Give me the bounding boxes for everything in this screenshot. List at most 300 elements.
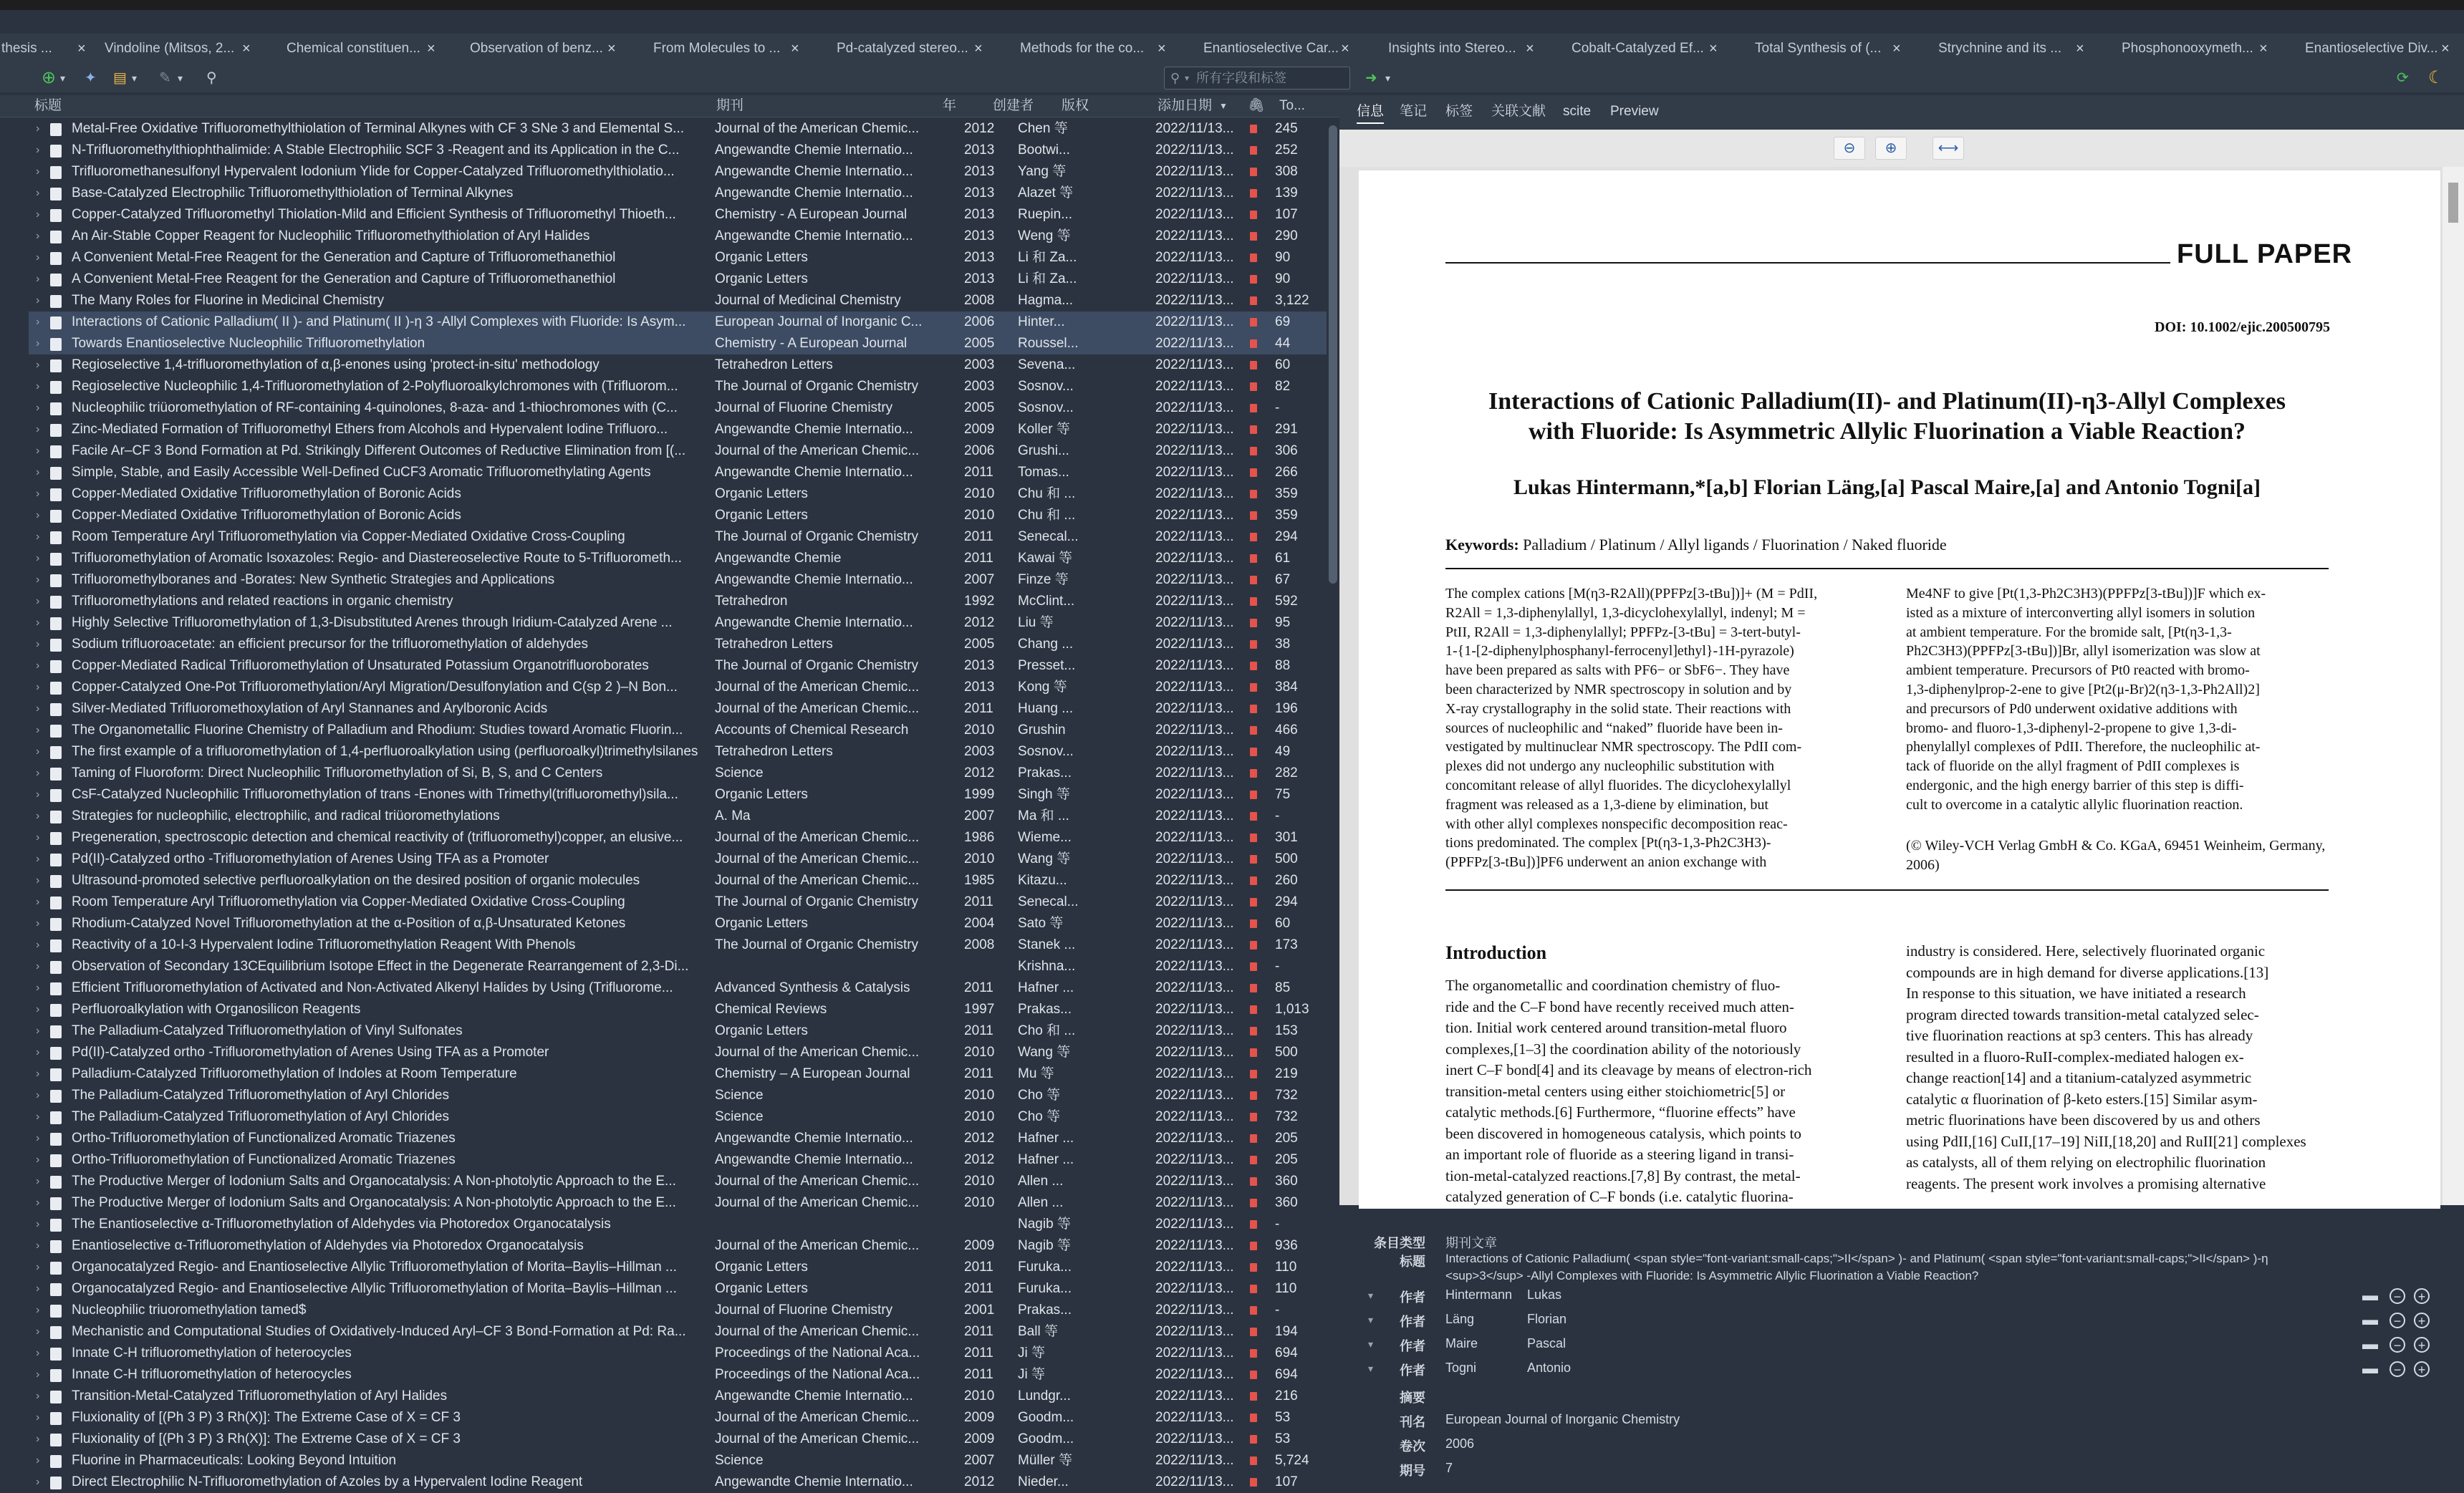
table-row[interactable] <box>29 1042 1327 1063</box>
text-line: PtII, R2All = 1,3-diphenylallyl; PPFPz-[3-tBu] = 3-tert-butyl- <box>1445 624 1801 640</box>
fit-width-icon[interactable]: ⟷ <box>1933 137 1964 160</box>
zoom-out-icon[interactable]: ⊖ <box>1834 137 1865 160</box>
expand-row-icon[interactable]: › <box>36 659 40 672</box>
expand-row-icon[interactable]: › <box>36 1325 40 1338</box>
pdf-attachment-icon[interactable] <box>1250 1414 1257 1422</box>
expand-row-icon[interactable]: › <box>36 294 40 306</box>
pdf-attachment-icon[interactable] <box>1250 855 1257 864</box>
expand-row-icon[interactable]: › <box>36 1390 40 1402</box>
pdf-attachment-icon[interactable] <box>1250 1328 1257 1336</box>
creator-expand-icon[interactable]: ▾ <box>1368 1290 1374 1301</box>
item-date-added: 2022/11/13... <box>1155 937 1234 952</box>
expand-row-icon[interactable]: › <box>36 1368 40 1381</box>
new-note-dropdown-icon[interactable]: ▾ <box>132 72 138 84</box>
table-row[interactable] <box>29 1257 1327 1278</box>
expand-row-icon[interactable]: › <box>36 423 40 435</box>
remove-creator-icon[interactable]: − <box>2390 1313 2405 1328</box>
table-row[interactable] <box>29 311 1327 333</box>
item-year: 1999 <box>964 787 995 802</box>
tab-item[interactable]: Strychnine and its ... <box>1938 41 2062 56</box>
tab-scite[interactable]: scite <box>1563 104 1592 119</box>
table-row[interactable] <box>29 376 1327 397</box>
creator-swap-icon[interactable]: ▬ <box>2362 1335 2378 1353</box>
expand-row-icon[interactable]: › <box>36 1046 40 1058</box>
close-tab-icon[interactable]: × <box>427 41 435 57</box>
pdf-attachment-icon[interactable] <box>1250 597 1257 606</box>
pdf-attachment-icon[interactable] <box>1250 1113 1257 1121</box>
table-row[interactable] <box>29 204 1327 226</box>
add-creator-icon[interactable]: + <box>2414 1288 2430 1304</box>
pdf-attachment-icon[interactable] <box>1250 318 1257 327</box>
expand-row-icon[interactable]: › <box>36 853 40 865</box>
expand-row-icon[interactable]: › <box>36 1154 40 1166</box>
pdf-attachment-icon[interactable] <box>1250 1242 1257 1250</box>
pdf-attachment-icon[interactable] <box>1250 211 1257 219</box>
add-creator-icon[interactable]: + <box>2414 1337 2430 1353</box>
expand-row-icon[interactable]: › <box>36 638 40 650</box>
expand-row-icon[interactable]: › <box>36 681 40 693</box>
table-row[interactable] <box>29 1192 1327 1214</box>
pdf-attachment-icon[interactable] <box>1250 339 1257 348</box>
pdf-attachment-icon[interactable] <box>1250 984 1257 992</box>
table-row[interactable] <box>29 977 1327 999</box>
new-item-dropdown-icon[interactable]: ▾ <box>60 72 66 84</box>
pdf-attachment-icon[interactable] <box>1250 1371 1257 1379</box>
pdf-attachment-icon[interactable] <box>1250 748 1257 756</box>
pdf-attachment-icon[interactable] <box>1250 146 1257 155</box>
table-row[interactable] <box>29 1321 1327 1343</box>
table-row[interactable] <box>29 440 1327 462</box>
pdf-attachment-icon[interactable] <box>1250 1199 1257 1207</box>
table-row[interactable] <box>29 1450 1327 1472</box>
item-creator: Cho 和 ... <box>1018 1023 1076 1038</box>
table-row[interactable] <box>29 913 1327 934</box>
creator-last-name[interactable]: Togni <box>1445 1361 1477 1375</box>
tab-tags[interactable]: 标签 <box>1445 104 1473 119</box>
pdf-attachment-icon[interactable] <box>1250 511 1257 520</box>
expand-row-icon[interactable]: › <box>36 1089 40 1101</box>
pdf-attachment-icon[interactable] <box>1250 619 1257 627</box>
expand-row-icon[interactable]: › <box>36 316 40 328</box>
table-row[interactable] <box>29 1343 1327 1364</box>
close-tab-icon[interactable]: × <box>974 41 983 57</box>
pdf-attachment-icon[interactable] <box>1250 683 1257 692</box>
search-input[interactable] <box>1164 67 1350 90</box>
expand-row-icon[interactable]: › <box>36 702 40 715</box>
expand-row-icon[interactable]: › <box>36 359 40 371</box>
volume-value[interactable]: 2006 <box>1445 1436 1475 1451</box>
pdf-attachment-icon[interactable] <box>1250 253 1257 262</box>
tab-item[interactable]: Total Synthesis of (... <box>1755 41 1882 56</box>
close-tab-icon[interactable]: × <box>1892 41 1901 57</box>
column-header-publication[interactable]: 期刊 <box>716 98 744 113</box>
table-row[interactable] <box>29 956 1327 977</box>
expand-row-icon[interactable]: › <box>36 1282 40 1295</box>
expand-row-icon[interactable]: › <box>36 380 40 392</box>
table-row[interactable] <box>29 226 1327 247</box>
expand-row-icon[interactable]: › <box>36 144 40 156</box>
tab-preview[interactable]: Preview <box>1610 104 1659 119</box>
expand-row-icon[interactable]: › <box>36 939 40 951</box>
pdf-attachment-icon[interactable] <box>1250 705 1257 713</box>
table-row[interactable] <box>29 1020 1327 1042</box>
table-row[interactable] <box>29 140 1327 161</box>
tab-item[interactable]: Enantioselective Div... <box>2305 41 2438 56</box>
add-by-identifier-icon[interactable]: ✦ <box>85 70 97 86</box>
table-row[interactable] <box>29 892 1327 913</box>
table-row[interactable] <box>29 870 1327 892</box>
table-row[interactable] <box>29 247 1327 269</box>
expand-row-icon[interactable]: › <box>36 874 40 886</box>
expand-row-icon[interactable]: › <box>36 574 40 586</box>
pdf-attachment-icon[interactable] <box>1250 834 1257 842</box>
title-value-continued[interactable]: <sup>3</sup> -Allyl Complexes with Fluoride: Is Asymmetric Allylic Fluorination a Viable Reaction? <box>1445 1269 1979 1282</box>
table-row[interactable] <box>29 612 1327 634</box>
new-note-icon[interactable]: ▤ <box>113 70 127 86</box>
column-header-year[interactable]: 年 <box>943 98 957 113</box>
search-icon[interactable]: ⚲ <box>206 70 217 86</box>
pdf-attachment-icon[interactable] <box>1250 533 1257 541</box>
expand-row-icon[interactable]: › <box>36 831 40 844</box>
sort-descending-icon[interactable]: ▼ <box>1219 101 1228 111</box>
expand-row-icon[interactable]: › <box>36 617 40 629</box>
expand-row-icon[interactable]: › <box>36 896 40 908</box>
expand-row-icon[interactable]: › <box>36 122 40 135</box>
expand-row-icon[interactable]: › <box>36 1433 40 1445</box>
items-list <box>29 118 1327 1489</box>
pdf-attachment-icon[interactable] <box>1250 941 1257 950</box>
remove-creator-icon[interactable]: − <box>2390 1361 2405 1377</box>
close-tab-icon[interactable]: × <box>791 41 799 57</box>
item-year: 2013 <box>964 164 995 179</box>
pdf-attachment-icon[interactable] <box>1250 640 1257 649</box>
table-row[interactable] <box>29 1128 1327 1149</box>
pdf-attachment-icon[interactable] <box>1250 1091 1257 1100</box>
pdf-attachment-icon[interactable] <box>1250 125 1257 133</box>
expand-row-icon[interactable]: › <box>36 531 40 543</box>
item-year <box>964 1214 1000 1235</box>
table-row[interactable] <box>29 1063 1327 1085</box>
expand-row-icon[interactable]: › <box>36 509 40 521</box>
creator-expand-icon[interactable]: ▾ <box>1368 1338 1374 1350</box>
expand-row-icon[interactable]: › <box>36 917 40 929</box>
pdf-attachment-icon[interactable] <box>1250 1306 1257 1315</box>
table-row[interactable] <box>29 806 1327 827</box>
pdf-attachment-icon[interactable] <box>1250 1220 1257 1229</box>
table-row[interactable] <box>29 483 1327 505</box>
pdf-attachment-icon[interactable] <box>1250 662 1257 670</box>
column-header-edition[interactable]: 版权 <box>1062 98 1089 113</box>
expand-row-icon[interactable]: › <box>36 1304 40 1316</box>
expand-row-icon[interactable]: › <box>36 982 40 994</box>
expand-row-icon[interactable]: › <box>36 1347 40 1359</box>
table-row[interactable] <box>29 290 1327 311</box>
expand-row-icon[interactable]: › <box>36 1454 40 1467</box>
pdf-attachment-icon[interactable] <box>1250 812 1257 821</box>
text-line: with other allyl complexes nonspecific decomposition reac- <box>1445 816 1788 832</box>
table-row[interactable] <box>29 741 1327 763</box>
item-citations: 308 <box>1275 164 1298 179</box>
table-row[interactable] <box>29 591 1327 612</box>
pdf-attachment-icon[interactable] <box>1250 1177 1257 1186</box>
expand-row-icon[interactable]: › <box>36 1476 40 1488</box>
creator-last-name[interactable]: Läng <box>1445 1312 1475 1326</box>
table-row[interactable] <box>29 784 1327 806</box>
expand-row-icon[interactable]: › <box>36 230 40 242</box>
tab-item[interactable]: thesis ... <box>1 41 52 56</box>
creator-first-name[interactable]: Florian <box>1527 1312 1567 1326</box>
tab-related[interactable]: 关联文献 <box>1491 104 1546 119</box>
item-type-icon <box>50 1219 62 1232</box>
expand-row-icon[interactable]: › <box>36 767 40 779</box>
table-row[interactable] <box>29 1106 1327 1128</box>
forward-dropdown-icon[interactable]: ▾ <box>1385 72 1391 84</box>
journal-value[interactable]: European Journal of Inorganic Chemistry <box>1445 1412 1680 1426</box>
table-row[interactable] <box>29 1429 1327 1450</box>
title-value[interactable]: Interactions of Cationic Palladium( <span style="font-variant:small-caps;">II</span> )- and Platinum( <span style="font-variant:small-caps;">II</span> )-η <box>1445 1252 2268 1265</box>
expand-row-icon[interactable]: › <box>36 552 40 564</box>
creator-swap-icon[interactable]: ▬ <box>2362 1286 2378 1304</box>
tab-item[interactable]: Methods for the co... <box>1020 41 1145 56</box>
tab-item[interactable]: Pd-catalyzed stereo... <box>837 41 968 56</box>
pdf-scrollbar-thumb[interactable] <box>2448 183 2458 223</box>
table-row[interactable] <box>29 763 1327 784</box>
tab-item[interactable]: Phosphonooxymeth... <box>2122 41 2253 56</box>
pdf-attachment-icon[interactable] <box>1250 576 1257 584</box>
pdf-attachment-icon[interactable] <box>1250 1285 1257 1293</box>
expand-row-icon[interactable]: › <box>36 810 40 822</box>
expand-row-icon[interactable]: › <box>36 187 40 199</box>
table-row[interactable] <box>29 333 1327 354</box>
expand-row-icon[interactable]: › <box>36 208 40 221</box>
pdf-scrollbar[interactable] <box>2443 167 2464 1205</box>
table-row[interactable] <box>29 526 1327 548</box>
expand-row-icon[interactable]: › <box>36 724 40 736</box>
pdf-attachment-icon[interactable] <box>1250 361 1257 369</box>
table-row[interactable] <box>29 1386 1327 1407</box>
table-row[interactable] <box>29 1214 1327 1235</box>
expand-row-icon[interactable]: › <box>36 1132 40 1144</box>
expand-row-icon[interactable]: › <box>36 445 40 457</box>
tab-notes[interactable]: 笔记 <box>1400 104 1428 119</box>
table-row[interactable] <box>29 1278 1327 1300</box>
pdf-attachment-icon[interactable] <box>1250 876 1257 885</box>
pdf-attachment-icon[interactable] <box>1250 447 1257 455</box>
item-type-value[interactable]: 期刊文章 <box>1445 1236 1497 1250</box>
close-tab-icon[interactable]: × <box>1709 41 1718 57</box>
table-row[interactable] <box>29 1407 1327 1429</box>
creator-first-name[interactable]: Pascal <box>1527 1336 1567 1351</box>
expand-row-icon[interactable]: › <box>36 745 40 758</box>
tab-item[interactable]: Enantioselective Car... <box>1203 41 1339 56</box>
pdf-attachment-icon[interactable] <box>1250 404 1257 412</box>
pdf-attachment-icon[interactable] <box>1250 232 1257 241</box>
pdf-attachment-icon[interactable] <box>1250 275 1257 284</box>
table-row[interactable] <box>29 354 1327 376</box>
pdf-attachment-icon[interactable] <box>1250 726 1257 735</box>
table-row[interactable] <box>29 569 1327 591</box>
creator-expand-icon[interactable]: ▾ <box>1368 1363 1374 1374</box>
item-publication: Angewandte Chemie Internatio... <box>715 164 913 179</box>
pdf-attachment-icon[interactable] <box>1250 189 1257 198</box>
expand-row-icon[interactable]: › <box>36 273 40 285</box>
pdf-attachment-icon[interactable] <box>1250 898 1257 907</box>
zoom-in-icon[interactable]: ⊕ <box>1875 137 1907 160</box>
table-row[interactable] <box>29 1171 1327 1192</box>
table-row[interactable] <box>29 698 1327 720</box>
table-row[interactable] <box>29 849 1327 870</box>
search-mode-dropdown-icon[interactable]: ▾ <box>1185 73 1190 83</box>
table-row[interactable] <box>29 548 1327 569</box>
creator-last-name[interactable]: Hintermann <box>1445 1287 1513 1302</box>
pdf-attachment-icon[interactable] <box>1250 1156 1257 1164</box>
remove-creator-icon[interactable]: − <box>2390 1337 2405 1353</box>
pdf-attachment-icon[interactable] <box>1250 1005 1257 1014</box>
close-tab-icon[interactable]: × <box>1526 41 1534 57</box>
expand-row-icon[interactable]: › <box>36 402 40 414</box>
add-creator-icon[interactable]: + <box>2414 1361 2430 1377</box>
pdf-attachment-icon[interactable] <box>1250 554 1257 563</box>
tab-item[interactable]: From Molecules to ... <box>653 41 781 56</box>
tab-item[interactable]: Vindoline (Mitsos, 2... <box>105 41 235 56</box>
pdf-attachment-icon[interactable] <box>1250 468 1257 477</box>
close-tab-icon[interactable]: × <box>242 41 251 57</box>
pdf-attachment-icon[interactable] <box>1250 1048 1257 1057</box>
table-row[interactable] <box>29 1300 1327 1321</box>
pdf-attachment-icon[interactable] <box>1250 1392 1257 1401</box>
table-row[interactable] <box>29 118 1327 140</box>
table-row[interactable] <box>29 397 1327 419</box>
pdf-attachment-icon[interactable] <box>1250 962 1257 971</box>
sync-icon[interactable]: ⟳ <box>2397 70 2409 86</box>
pdf-attachment-icon[interactable] <box>1250 1263 1257 1272</box>
pdf-attachment-icon[interactable] <box>1250 296 1257 305</box>
pdf-attachment-icon[interactable] <box>1250 1027 1257 1035</box>
expand-row-icon[interactable]: › <box>36 165 40 178</box>
pdf-attachment-icon[interactable] <box>1250 168 1257 176</box>
expand-row-icon[interactable]: › <box>36 488 40 500</box>
close-tab-icon[interactable]: × <box>2441 41 2450 57</box>
pdf-attachment-icon[interactable] <box>1250 490 1257 498</box>
pdf-attachment-icon[interactable] <box>1250 425 1257 434</box>
forward-arrow-icon[interactable]: ➜ <box>1365 70 1377 86</box>
column-header-title[interactable]: 标题 <box>34 98 62 113</box>
pdf-attachment-icon[interactable] <box>1250 1349 1257 1358</box>
table-row[interactable] <box>29 161 1327 183</box>
creator-last-name[interactable]: Maire <box>1445 1336 1478 1351</box>
expand-row-icon[interactable]: › <box>36 1197 40 1209</box>
table-row[interactable] <box>29 655 1327 677</box>
expand-row-icon[interactable]: › <box>36 1003 40 1015</box>
new-item-icon[interactable]: ⊕ <box>42 68 57 87</box>
tab-info[interactable]: 信息 <box>1357 101 1384 124</box>
creator-expand-icon[interactable]: ▾ <box>1368 1314 1374 1325</box>
column-header-date-added[interactable]: 添加日期 <box>1158 98 1213 113</box>
tab-item[interactable]: Chemical constituen... <box>287 41 420 56</box>
column-header-citations[interactable]: To... <box>1279 98 1305 113</box>
pdf-attachment-icon[interactable] <box>1250 769 1257 778</box>
annotate-dropdown-icon[interactable]: ▾ <box>178 72 183 84</box>
expand-row-icon[interactable]: › <box>36 1175 40 1187</box>
tab-item[interactable]: Insights into Stereo... <box>1388 41 1516 56</box>
close-tab-icon[interactable]: × <box>1341 41 1349 57</box>
tab-item[interactable]: Observation of benz... <box>470 41 603 56</box>
remove-creator-icon[interactable]: − <box>2390 1288 2405 1304</box>
expand-row-icon[interactable]: › <box>36 466 40 478</box>
pdf-attachment-icon[interactable] <box>1250 1070 1257 1078</box>
expand-row-icon[interactable]: › <box>36 337 40 349</box>
table-row[interactable] <box>29 505 1327 526</box>
expand-row-icon[interactable]: › <box>36 595 40 607</box>
close-tab-icon[interactable]: × <box>77 41 86 57</box>
creator-swap-icon[interactable]: ▬ <box>2362 1310 2378 1328</box>
expand-row-icon[interactable]: › <box>36 1068 40 1080</box>
expand-row-icon[interactable]: › <box>36 251 40 264</box>
items-list-scrollbar[interactable] <box>1327 118 1339 1489</box>
table-row[interactable] <box>29 183 1327 204</box>
expand-row-icon[interactable]: › <box>36 1240 40 1252</box>
table-row[interactable] <box>29 1149 1327 1171</box>
pdf-attachment-icon[interactable] <box>1250 919 1257 928</box>
table-row[interactable] <box>29 1085 1327 1106</box>
table-row[interactable] <box>29 419 1327 440</box>
table-row[interactable] <box>29 934 1327 956</box>
annotate-icon[interactable]: ✎ <box>159 70 171 86</box>
expand-row-icon[interactable]: › <box>36 1111 40 1123</box>
table-row[interactable] <box>29 462 1327 483</box>
creator-first-name[interactable]: Antonio <box>1527 1361 1572 1375</box>
scrollbar-thumb[interactable] <box>1329 125 1337 584</box>
dark-mode-moon-icon[interactable]: ☾ <box>2428 68 2444 87</box>
close-tab-icon[interactable]: × <box>1158 41 1166 57</box>
creator-swap-icon[interactable]: ▬ <box>2362 1359 2378 1377</box>
expand-row-icon[interactable]: › <box>36 1218 40 1230</box>
creator-first-name[interactable]: Lukas <box>1527 1287 1562 1302</box>
pdf-attachment-icon[interactable] <box>1250 1134 1257 1143</box>
expand-row-icon[interactable]: › <box>36 1261 40 1273</box>
expand-row-icon[interactable]: › <box>36 788 40 801</box>
pdf-attachment-icon[interactable] <box>1250 791 1257 799</box>
expand-row-icon[interactable]: › <box>36 1411 40 1424</box>
table-row[interactable] <box>29 269 1327 290</box>
pdf-attachment-icon[interactable] <box>1250 1478 1257 1487</box>
table-row[interactable] <box>29 634 1327 655</box>
table-row[interactable] <box>29 999 1327 1020</box>
table-row[interactable] <box>29 1235 1327 1257</box>
item-type-icon <box>50 1434 62 1446</box>
issue-value[interactable]: 7 <box>1445 1461 1453 1475</box>
close-tab-icon[interactable]: × <box>2259 41 2268 57</box>
expand-row-icon[interactable]: › <box>36 1025 40 1037</box>
close-tab-icon[interactable]: × <box>2076 41 2084 57</box>
table-row[interactable] <box>29 677 1327 698</box>
item-year: 1992 <box>964 594 995 609</box>
table-row[interactable] <box>29 720 1327 741</box>
tab-item[interactable]: Cobalt-Catalyzed Ef... <box>1572 41 1704 56</box>
item-citations: - <box>1275 1303 1280 1318</box>
table-row[interactable] <box>29 827 1327 849</box>
close-tab-icon[interactable]: × <box>607 41 616 57</box>
add-creator-icon[interactable]: + <box>2414 1313 2430 1328</box>
pdf-attachment-icon[interactable] <box>1250 1456 1257 1465</box>
pdf-attachment-icon[interactable] <box>1250 382 1257 391</box>
attachment-column-icon[interactable]: 🖇 <box>1248 98 1266 113</box>
table-row[interactable] <box>29 1472 1327 1493</box>
expand-row-icon[interactable]: › <box>36 960 40 972</box>
pdf-attachment-icon[interactable] <box>1250 1435 1257 1444</box>
table-row[interactable] <box>29 1364 1327 1386</box>
column-header-creator[interactable]: 创建者 <box>993 98 1034 113</box>
